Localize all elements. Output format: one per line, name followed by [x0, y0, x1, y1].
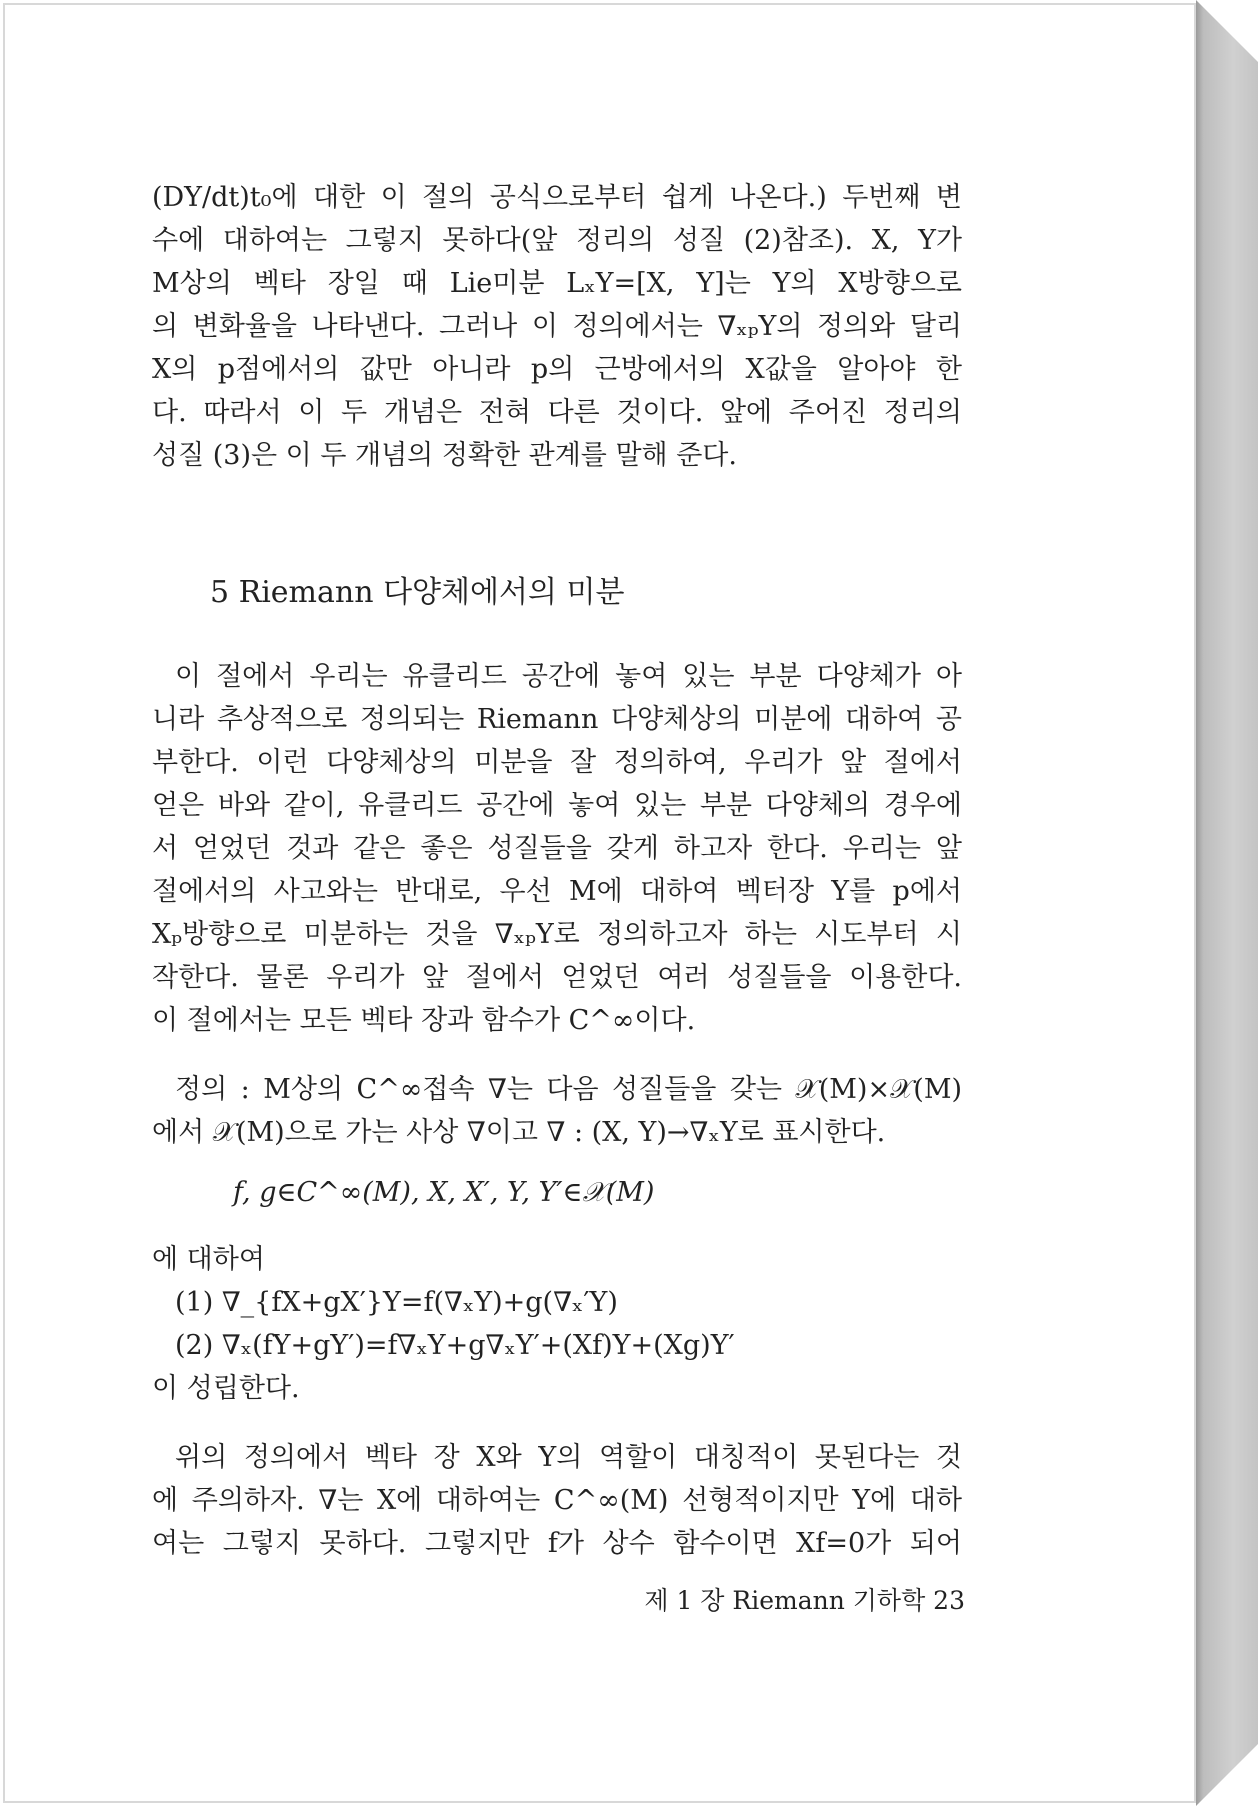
- condition-1: (1) ∇_{fX+gX′}Y=f(∇ₓY)+g(∇ₓ′Y): [175, 1287, 618, 1318]
- paragraph2-line: 작한다. 물론 우리가 앞 절에서 얻었던 여러 성질들을 이용한다.: [152, 962, 962, 993]
- paragraph1-line: 성질 (3)은 이 두 개념의 정확한 관계를 말해 준다.: [152, 440, 737, 471]
- paragraph2-line: 이 절에서 우리는 유클리드 공간에 놓여 있는 부분 다양체가 아: [175, 661, 962, 692]
- paragraph1-line: M상의 벡타 장일 때 Lie미분 LₓY=[X, Y]는 Y의 X방향으로: [152, 268, 962, 299]
- paragraph3-line: 위의 정의에서 벡타 장 X와 Y의 역할이 대칭적이 못된다는 것: [175, 1442, 962, 1473]
- paragraph3-line: 여는 그렇지 못하다. 그렇지만 f가 상수 함수이면 Xf=0가 되어: [152, 1528, 962, 1559]
- definition-formula: f, g∈C^∞(M), X, X′, Y, Y′∈𝒳(M): [233, 1177, 655, 1208]
- paragraph1-line: X의 p점에서의 값만 아니라 p의 근방에서의 X값을 알아야 한: [152, 354, 962, 385]
- paragraph1-line: 의 변화율을 나타낸다. 그러나 이 정의에서는 ∇ₓₚY의 정의와 달리: [152, 311, 962, 342]
- paragraph2-line: 얻은 바와 같이, 유클리드 공간에 놓여 있는 부분 다양체의 경우에: [152, 790, 962, 821]
- paragraph3-line: 에 주의하자. ∇는 X에 대하여는 C^∞(M) 선형적이지만 Y에 대하: [152, 1485, 962, 1516]
- page-footer: 제 1 장 Riemann 기하학 23: [644, 1586, 965, 1615]
- paragraph2-line: Xₚ방향으로 미분하는 것을 ∇ₓₚY로 정의하고자 하는 시도부터 시: [152, 919, 962, 950]
- paragraph2-line: 부한다. 이런 다양체상의 미분을 잘 정의하여, 우리가 앞 절에서: [152, 747, 962, 778]
- paragraph1-line: 다. 따라서 이 두 개념은 전혀 다른 것이다. 앞에 주어진 정리의: [152, 397, 962, 428]
- holds-text: 이 성립한다.: [152, 1373, 300, 1404]
- paragraph2-line: 절에서의 사고와는 반대로, 우선 M에 대하여 벡터장 Y를 p에서: [152, 876, 962, 907]
- definition-line: 정의 : M상의 C^∞접속 ∇는 다음 성질들을 갖는 𝒳(M)×𝒳(M): [175, 1074, 962, 1105]
- book-page: [3, 3, 1196, 1803]
- page-edge-shadow: [1196, 0, 1258, 1806]
- paragraph1-line: 수에 대하여는 그렇지 못하다(앞 정리의 성질 (2)참조). X, Y가: [152, 225, 962, 256]
- section-heading: 5 Riemann 다양체에서의 미분: [210, 575, 625, 610]
- paragraph2-line: 이 절에서는 모든 벡타 장과 함수가 C^∞이다.: [152, 1005, 696, 1036]
- paragraph1-line: (DY/dt)t₀에 대한 이 절의 공식으로부터 쉽게 나온다.) 두번째 변: [152, 182, 962, 213]
- definition-line: 에서 𝒳(M)으로 가는 사상 ∇이고 ∇ : (X, Y)→∇ₓY로 표시한다.: [152, 1117, 886, 1148]
- for-text: 에 대하여: [152, 1244, 265, 1275]
- paragraph2-line: 서 얻었던 것과 같은 좋은 성질들을 갖게 하고자 한다. 우리는 앞: [152, 833, 962, 864]
- condition-2: (2) ∇ₓ(fY+gY′)=f∇ₓY+g∇ₓY′+(Xf)Y+(Xg)Y′: [175, 1330, 735, 1361]
- paragraph2-line: 니라 추상적으로 정의되는 Riemann 다양체상의 미분에 대하여 공: [152, 704, 962, 735]
